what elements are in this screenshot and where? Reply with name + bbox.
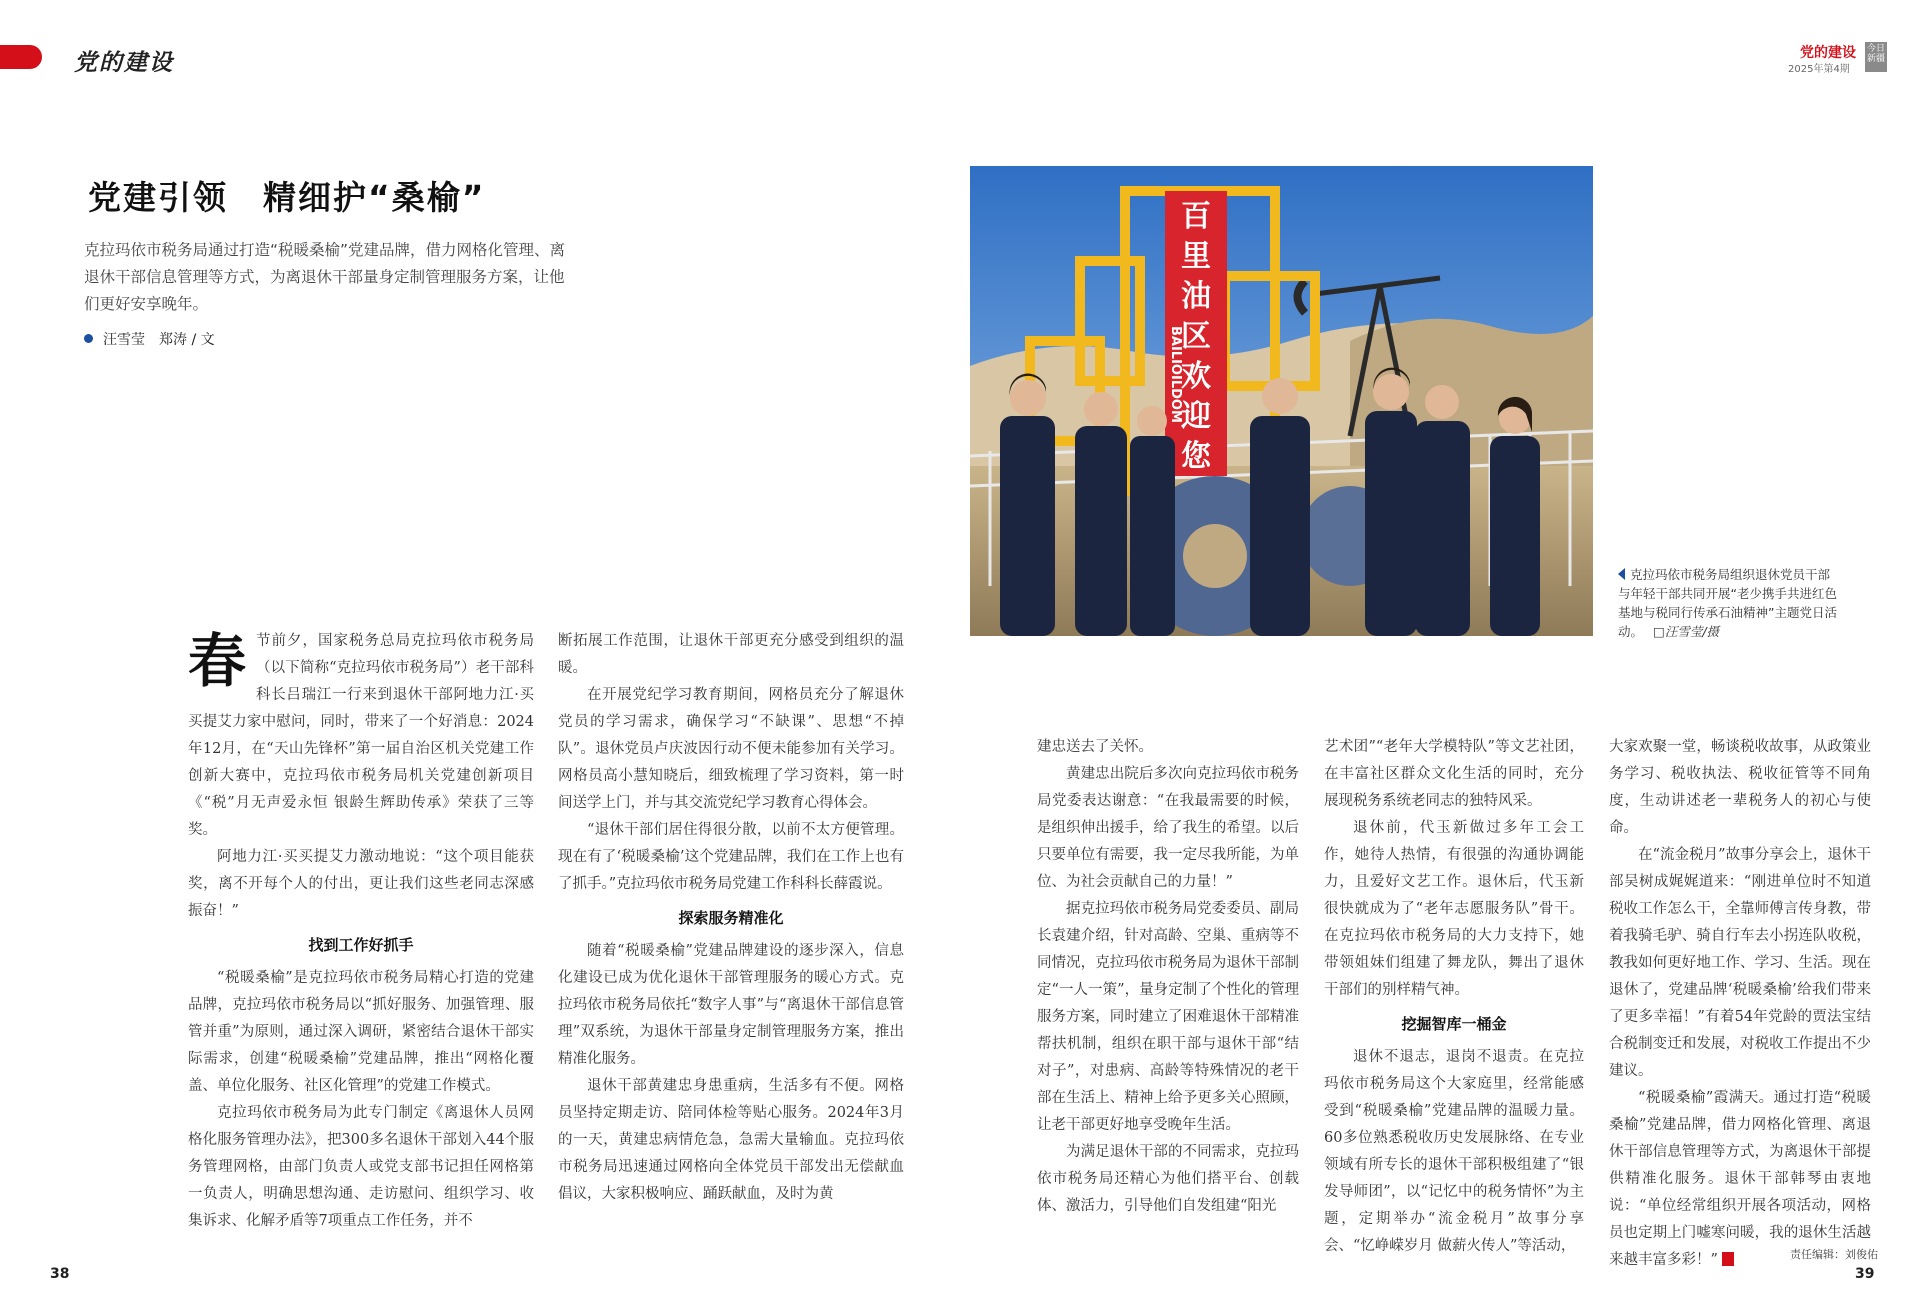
- article-title: 党建引领 精细护“桑榆”: [88, 178, 486, 217]
- subheading: 探索服务精准化: [678, 909, 784, 927]
- section-red-tab: [0, 45, 42, 69]
- caption-arrow-icon: [1618, 568, 1625, 580]
- paragraph: 建忠送去了关怀。: [1037, 739, 1153, 755]
- subheading: 挖掘智库一桶金: [1401, 1015, 1507, 1033]
- magazine-badge: 今日 新疆: [1865, 42, 1887, 72]
- svg-text:欢: 欢: [1181, 359, 1211, 394]
- photo-credit: □汪雪莹/摄: [1653, 624, 1720, 639]
- paragraph: 大家欢聚一堂，畅谈税收故事，从政策业务学习、税收执法、税收征管等不同角度，生动讲述老一辈税务人的初心与使命。: [1609, 739, 1871, 836]
- article-lead: 克拉玛依市税务局通过打造“税暖桑榆”党建品牌，借力网格化管理、离退休干部信息管理等方式，为离退休干部量身定制管理服务方案，让他们更好安享晚年。: [84, 241, 566, 313]
- byline-dot-icon: [84, 334, 93, 343]
- byline-text: 汪雪莹 郑涛 / 文: [103, 332, 215, 348]
- paragraph: “退休干部们居住得很分散，以前不太方便管理。现在有了‘税暖桑榆’这个党建品牌，我们在工作上也有了抓手。”克拉玛依市税务局党建工作科科长薛霞说。: [558, 822, 904, 892]
- body-column-5: [1609, 734, 1871, 1274]
- end-mark-icon: [1722, 1252, 1734, 1266]
- svg-text:区: 区: [1181, 319, 1211, 354]
- body-column-1: [188, 628, 534, 1235]
- svg-text:您: 您: [1181, 439, 1211, 474]
- page-number-left: 38: [50, 1266, 70, 1282]
- paragraph: 断拓展工作范围，让退休干部更充分感受到组织的温暖。: [558, 633, 904, 676]
- section-title-left: 党的建设: [74, 49, 174, 76]
- paragraph: 退休干部黄建忠身患重病，生活多有不便。网格员坚持定期走访、陪同体检等贴心服务。2024年3月的一天，黄建忠病情危急，急需大量输血。克拉玛依市税务局迅速通过网格向全体党员干部发出无偿献血倡议，大家积极响应、踊跃献血，及时为黄: [558, 1078, 904, 1202]
- photo-caption: [1618, 565, 1838, 641]
- paragraph: “税暖桑榆”霞满天。通过打造“税暖桑榆”党建品牌，借力网格化管理、离退休干部信息管理等方式，为离退休干部提供精准化服务。退休干部韩琴由衷地说：“单位经常组织开展各项活动，网格员也定期上门嘘寒问暖，我的退休生活越来越丰富多彩！”: [1609, 1090, 1871, 1268]
- paragraph: 黄建忠出院后多次向克拉玛依市税务局党委表达谢意：“在我最需要的时候，是组织伸出援手，给了我生的希望。以后只要单位有需要，我一定尽我所能，为单位、为社会贡献自己的力量！”: [1037, 766, 1299, 890]
- body-column-3: [1037, 734, 1299, 1220]
- section-title-right: 党的建设: [1800, 45, 1856, 61]
- paragraph: 退休前，代玉新做过多年工会工作，她待人热情，有很强的沟通协调能力，且爱好文艺工作。退休后，代玉新很快就成为了“老年志愿服务队”骨干。在克拉玛依市税务局的大力支持下，她带领姐妹们组建了舞龙队，舞出了退休干部们的别样精气神。: [1324, 820, 1584, 998]
- paragraph: 为满足退休干部的不同需求，克拉玛依市税务局还精心为他们搭平台、创载体、激活力，引导他们自发组建“阳光: [1037, 1144, 1299, 1214]
- paragraph: 退休不退志，退岗不退责。在克拉玛依市税务局这个大家庭里，经常能感受到“税暖桑榆”党建品牌的温暖力量。60多位熟悉税收历史发展脉络、在专业领域有所专长的退休干部积极组建了“银发导师团”，以“记忆中的税务情怀”为主题，定期举办“流金税月”故事分享会、“忆峥嵘岁月 做薪火传人”等活动，: [1324, 1049, 1584, 1254]
- svg-text:油: 油: [1181, 279, 1211, 314]
- caption-text: 克拉玛依市税务局组织退休党员干部与年轻干部共同开展“老少携手共进红色基地与税同行传承石油精神”主题党日活动。: [1618, 567, 1837, 639]
- paragraph: 克拉玛依市税务局为此专门制定《离退休人员网格化服务管理办法》，把300多名退休干部划入44个服务管理网格，由部门负责人或党支部书记担任网格第一负责人，明确思想沟通、走访慰问、组织学习、收集诉求、化解矛盾等7项重点工作任务，并不: [188, 1105, 534, 1229]
- paragraph: 阿地力江·买买提艾力激动地说：“这个项目能获奖，离不开每个人的付出，更让我们这些老同志深感振奋！”: [188, 849, 534, 919]
- byline: [84, 329, 215, 349]
- paragraph: 在开展党纪学习教育期间，网格员充分了解退休党员的学习需求，确保学习“不缺课”、思想“不掉队”。退休党员卢庆波因行动不便未能参加有关学习。网格员高小慧知晓后，细致梳理了学习资料，第一时间送学上门，并与其交流党纪学习教育心得体会。: [558, 687, 904, 811]
- paragraph: 艺术团”“老年大学模特队”等文艺社团，在丰富社区群众文化生活的同时，充分展现税务系统老同志的独特风采。: [1324, 739, 1584, 809]
- paragraph: “税暖桑榆”是克拉玛依市税务局精心打造的党建品牌，克拉玛依市税务局以“抓好服务、加强管理、服管并重”为原则，通过深入调研，紧密结合退休干部实际需求，创建“税暖桑榆”党建品牌，推出“网格化覆盖、单位化服务、社区化管理”的党建工作模式。: [188, 970, 534, 1094]
- page-number-right: 39: [1855, 1266, 1875, 1282]
- issue-number: 2025年第4期: [1788, 64, 1850, 75]
- drop-cap: 春: [188, 627, 247, 695]
- svg-text:里: 里: [1181, 239, 1211, 274]
- paragraph: 春节前夕，国家税务总局克拉玛依市税务局（以下简称“克拉玛依市税务局”）老干部科科长吕瑞江一行来到退休干部阿地力江·买买提艾力家中慰问，同时，带来了一个好消息：2024年12月，在“天山先锋杯”第一届自治区机关党建工作创新大赛中，克拉玛依市税务局机关党建创新项目《“税”月无声爱永恒 银龄生辉助传承》荣获了三等奖。: [188, 627, 534, 838]
- svg-text:BAILIOILDOM: BAILIOILDOM: [1168, 326, 1183, 423]
- body-column-4: [1324, 734, 1584, 1260]
- paragraph: 据克拉玛依市税务局党委委员、副局长袁建介绍，针对高龄、空巢、重病等不同情况，克拉玛依市税务局为退休干部制定“一人一策”，量身定制了个性化的管理服务方案，同时建立了困难退休干部精准帮扶机制，组织在职干部与退休干部“结对子”，对患病、高龄等特殊情况的老干部在生活上、精神上给予更多关心照顾，让老干部更好地享受晚年生活。: [1037, 901, 1299, 1133]
- subheading: 找到工作好抓手: [308, 936, 414, 954]
- body-column-2: [558, 628, 904, 1208]
- svg-text:百: 百: [1181, 199, 1211, 234]
- paragraph: 随着“税暖桑榆”党建品牌建设的逐步深入，信息化建设已成为优化退休干部管理服务的暖心方式。克拉玛依市税务局依托“数字人事”与“离退休干部信息管理”双系统，为退休干部量身定制管理服务方案，推出精准化服务。: [558, 943, 904, 1067]
- article-photo: [970, 166, 1593, 636]
- svg-text:迎: 迎: [1181, 399, 1211, 434]
- editor-credit: 责任编辑：刘俊佑: [1790, 1248, 1878, 1261]
- paragraph: 在“流金税月”故事分享会上，退休干部吴树成娓娓道来：“刚进单位时不知道税收工作怎么干，全靠师傅言传身教，带着我骑毛驴、骑自行车去小拐连队收税，教我如何更好地工作、学习、生活。现在退休了，党建品牌‘税暖桑榆’给我们带来了更多幸福！”有着54年党龄的贾法宝结合税制变迁和发展，对税收工作提出不少建议。: [1609, 847, 1871, 1079]
